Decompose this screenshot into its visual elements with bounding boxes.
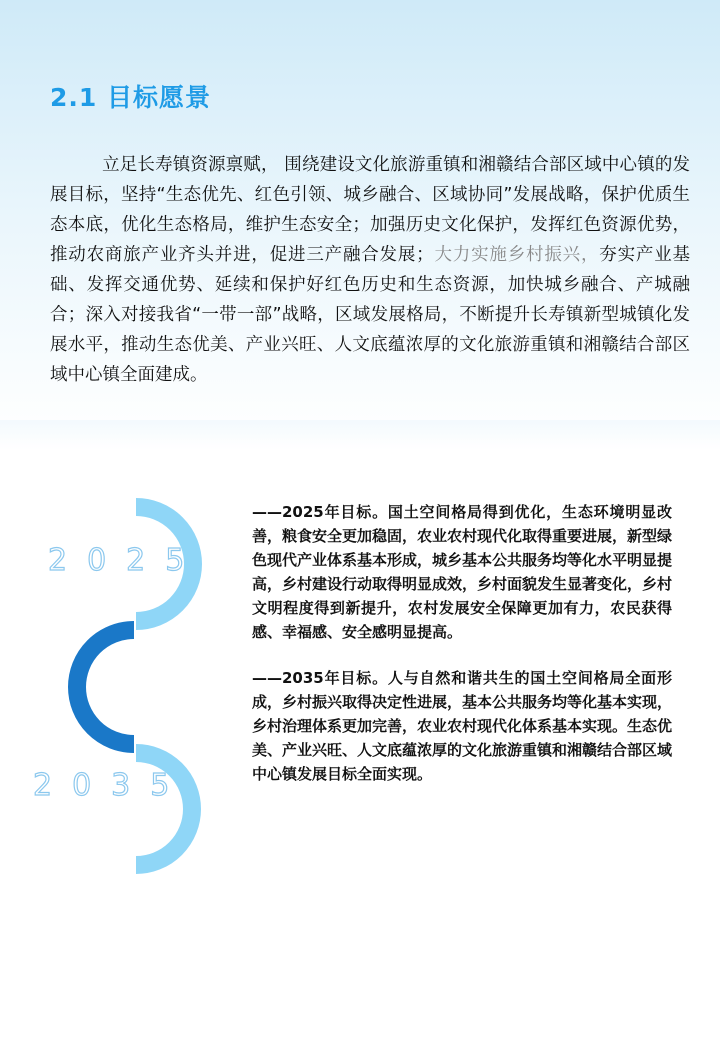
section-title: 2.1 目标愿景 xyxy=(50,83,211,112)
timeline-graphic xyxy=(0,480,240,900)
intro-paragraph xyxy=(50,150,690,390)
intro-text-part1: 立足长寿镇资源禀赋， 围绕建设文化旅游重镇和湘赣结合部区域中心镇的发展目标，坚持“生态优先、红色引领、城乡融合、区域协同”发展战略，保护优质生态本底，优化生态格局，维护生态安全；加强历史文化保护，发挥红色资源优势，推动农商旅产业齐头并进，促进三产融合发展； xyxy=(50,155,690,265)
background-fade xyxy=(0,420,720,450)
goal-2025: ——2025年目标。国土空间格局得到优化，生态环境明显改善，粮食安全更加稳固，农业农村现代化取得重要进展，新型绿色现代产业体系基本形成，城乡基本公共服务均等化水平明显提高，乡村建设行动取得明显成效，乡村面貌发生显著变化，乡村文明程度得到新提升，农村发展安全保障更加有力，农民获得感、幸福感、安全感明显提高。 xyxy=(252,503,673,641)
year-2035-label: 2035 xyxy=(33,768,190,803)
timeline-arc-middle xyxy=(77,630,134,744)
intro-text-part2: 夯实产业基础、发挥交通优势、延续和保护好红色历史和生态资源，加快城乡融合、产城融合；深入对接我省“一带一部”战略，区域发展格局，不断提升长寿镇新型城镇化发展水平，推动生态优美、产业兴旺、人文底蕴浓厚的文化旅游重镇和湘赣结合部区域中心镇全面建成。 xyxy=(50,245,691,385)
year-2025-label: 2025 xyxy=(48,543,205,578)
goals-section xyxy=(252,500,672,808)
goal-2035: ——2035年目标。人与自然和谐共生的国土空间格局全面形成，乡村振兴取得决定性进展，基本公共服务均等化基本实现，乡村治理体系更加完善，农业农村现代化体系基本实现。生态优美、产业兴旺、人文底蕴浓厚的文化旅游重镇和湘赣结合部区域中心镇发展目标全面实现。 xyxy=(252,669,673,783)
intro-highlight: 大力实施乡村振兴， xyxy=(433,245,600,265)
